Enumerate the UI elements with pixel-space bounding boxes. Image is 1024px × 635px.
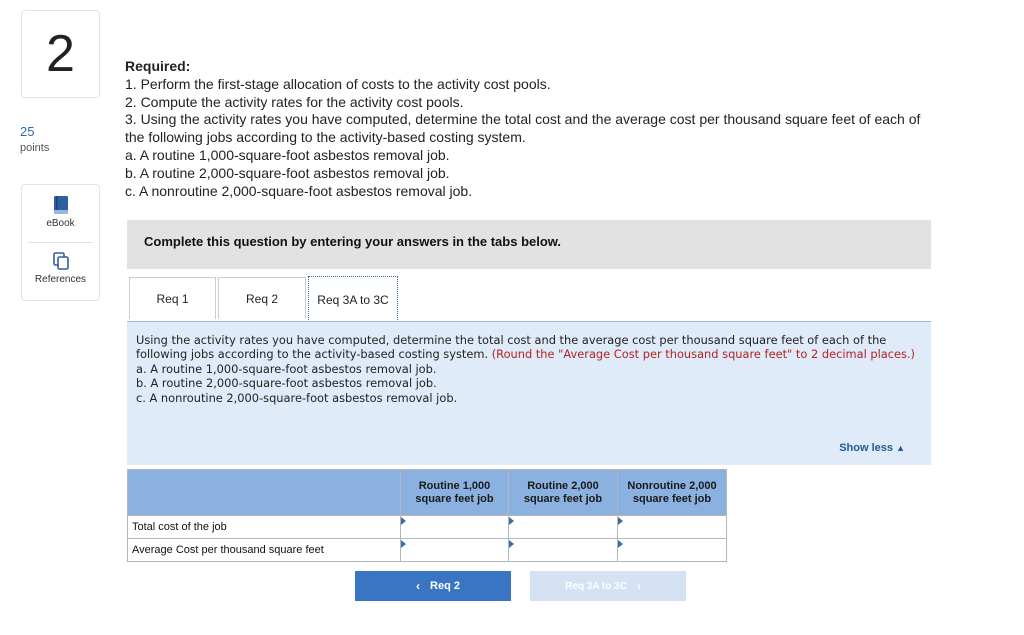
avg-cost-routine-1000-input[interactable] (401, 539, 509, 562)
tab-req-2[interactable]: Req 2 (218, 277, 306, 319)
answer-input[interactable] (401, 516, 508, 538)
tools-panel (21, 184, 100, 301)
panel-item: b. A routine 2,000-square-foot asbestos removal job. (136, 376, 437, 391)
panel-text (136, 333, 926, 405)
column-header-line: square feet job (415, 492, 494, 505)
show-less-link[interactable] (839, 442, 905, 454)
total-cost-routine-2000-input[interactable] (509, 516, 618, 539)
rounding-note: (Round the "Average Cost per thousand square feet" to 2 decimal places.) (491, 347, 916, 362)
show-less-label: Show less (839, 442, 894, 454)
required-line: b. A routine 2,000-square-foot asbestos removal job. (125, 164, 450, 181)
answer-input[interactable] (618, 516, 726, 538)
required-line: 2. Compute the activity rates for the activity cost pools. (125, 93, 464, 110)
tab-req-3a-to-3c[interactable]: Req 3A to 3C (308, 276, 398, 322)
panel-item: a. A routine 1,000-square-foot asbestos removal job. (136, 361, 437, 376)
instruction-banner (127, 220, 931, 269)
column-header-routine-2000 (509, 470, 618, 516)
points-label: points (20, 142, 50, 154)
triangle-up-icon: ▲ (896, 443, 905, 453)
answer-input[interactable] (401, 539, 508, 561)
column-header-line: square feet job (523, 492, 603, 505)
column-header-line: square feet job (632, 492, 712, 505)
total-cost-nonroutine-2000-input[interactable] (618, 516, 727, 539)
avg-cost-nonroutine-2000-input[interactable] (618, 539, 727, 562)
chevron-right-icon: › (636, 579, 641, 593)
total-cost-routine-1000-input[interactable] (401, 516, 509, 539)
book-icon (52, 195, 70, 215)
copy-icon (52, 251, 70, 271)
column-header-nonroutine-2000 (618, 470, 727, 516)
required-line: c. A nonroutine 2,000-square-foot asbestos removal job. (125, 182, 473, 199)
required-line: 3. Using the activity rates you have computed, determine the total cost and the average cost per thousand square feet of each of (125, 111, 921, 128)
required-line: 1. Perform the first-stage allocation of costs to the activity cost pools. (125, 75, 551, 92)
column-header-line: Routine 2,000 (527, 479, 599, 492)
tab-content-panel (127, 321, 931, 465)
prev-tab-label: Req 2 (430, 580, 460, 592)
required-section (125, 58, 920, 200)
tools-divider (28, 242, 93, 243)
table-row (128, 539, 727, 562)
points-value: 25 (20, 124, 35, 139)
column-header-routine-1000 (401, 470, 509, 516)
avg-cost-routine-2000-input[interactable] (509, 539, 618, 562)
panel-instruction: Using the activity rates you have computed, determine the total cost and the average cost per thousand square feet of each of the following jobs according to the activity-based costing system. (136, 333, 887, 362)
next-tab-label: Req 3A to 3C (565, 580, 627, 592)
references-label: References (34, 274, 87, 285)
question-number: 2 (21, 10, 100, 98)
answer-table (127, 469, 727, 562)
table-row (128, 516, 727, 539)
chevron-left-icon: ‹ (416, 579, 421, 593)
required-heading: Required: (125, 58, 191, 74)
answer-input[interactable] (618, 539, 726, 561)
banner-text: Complete this question by entering your answers in the tabs below. (144, 234, 562, 249)
required-line: a. A routine 1,000-square-foot asbestos removal job. (125, 146, 450, 163)
next-tab-button[interactable] (530, 571, 686, 601)
ebook-button[interactable] (22, 195, 99, 229)
answer-input[interactable] (509, 516, 617, 538)
ebook-label: eBook (46, 218, 75, 229)
row-label-average-cost: Average Cost per thousand square feet (128, 539, 401, 562)
tab-req-1[interactable]: Req 1 (129, 277, 216, 319)
row-label-total-cost: Total cost of the job (128, 516, 401, 539)
answer-input[interactable] (509, 539, 617, 561)
panel-item: c. A nonroutine 2,000-square-foot asbestos removal job. (136, 390, 458, 405)
table-header-blank (128, 470, 401, 516)
prev-tab-button[interactable] (355, 571, 511, 601)
column-header-line: Routine 1,000 (418, 479, 491, 492)
references-button[interactable] (22, 251, 99, 285)
column-header-line: Nonroutine 2,000 (627, 479, 717, 492)
required-line: the following jobs according to the activity-based costing system. (125, 129, 526, 146)
